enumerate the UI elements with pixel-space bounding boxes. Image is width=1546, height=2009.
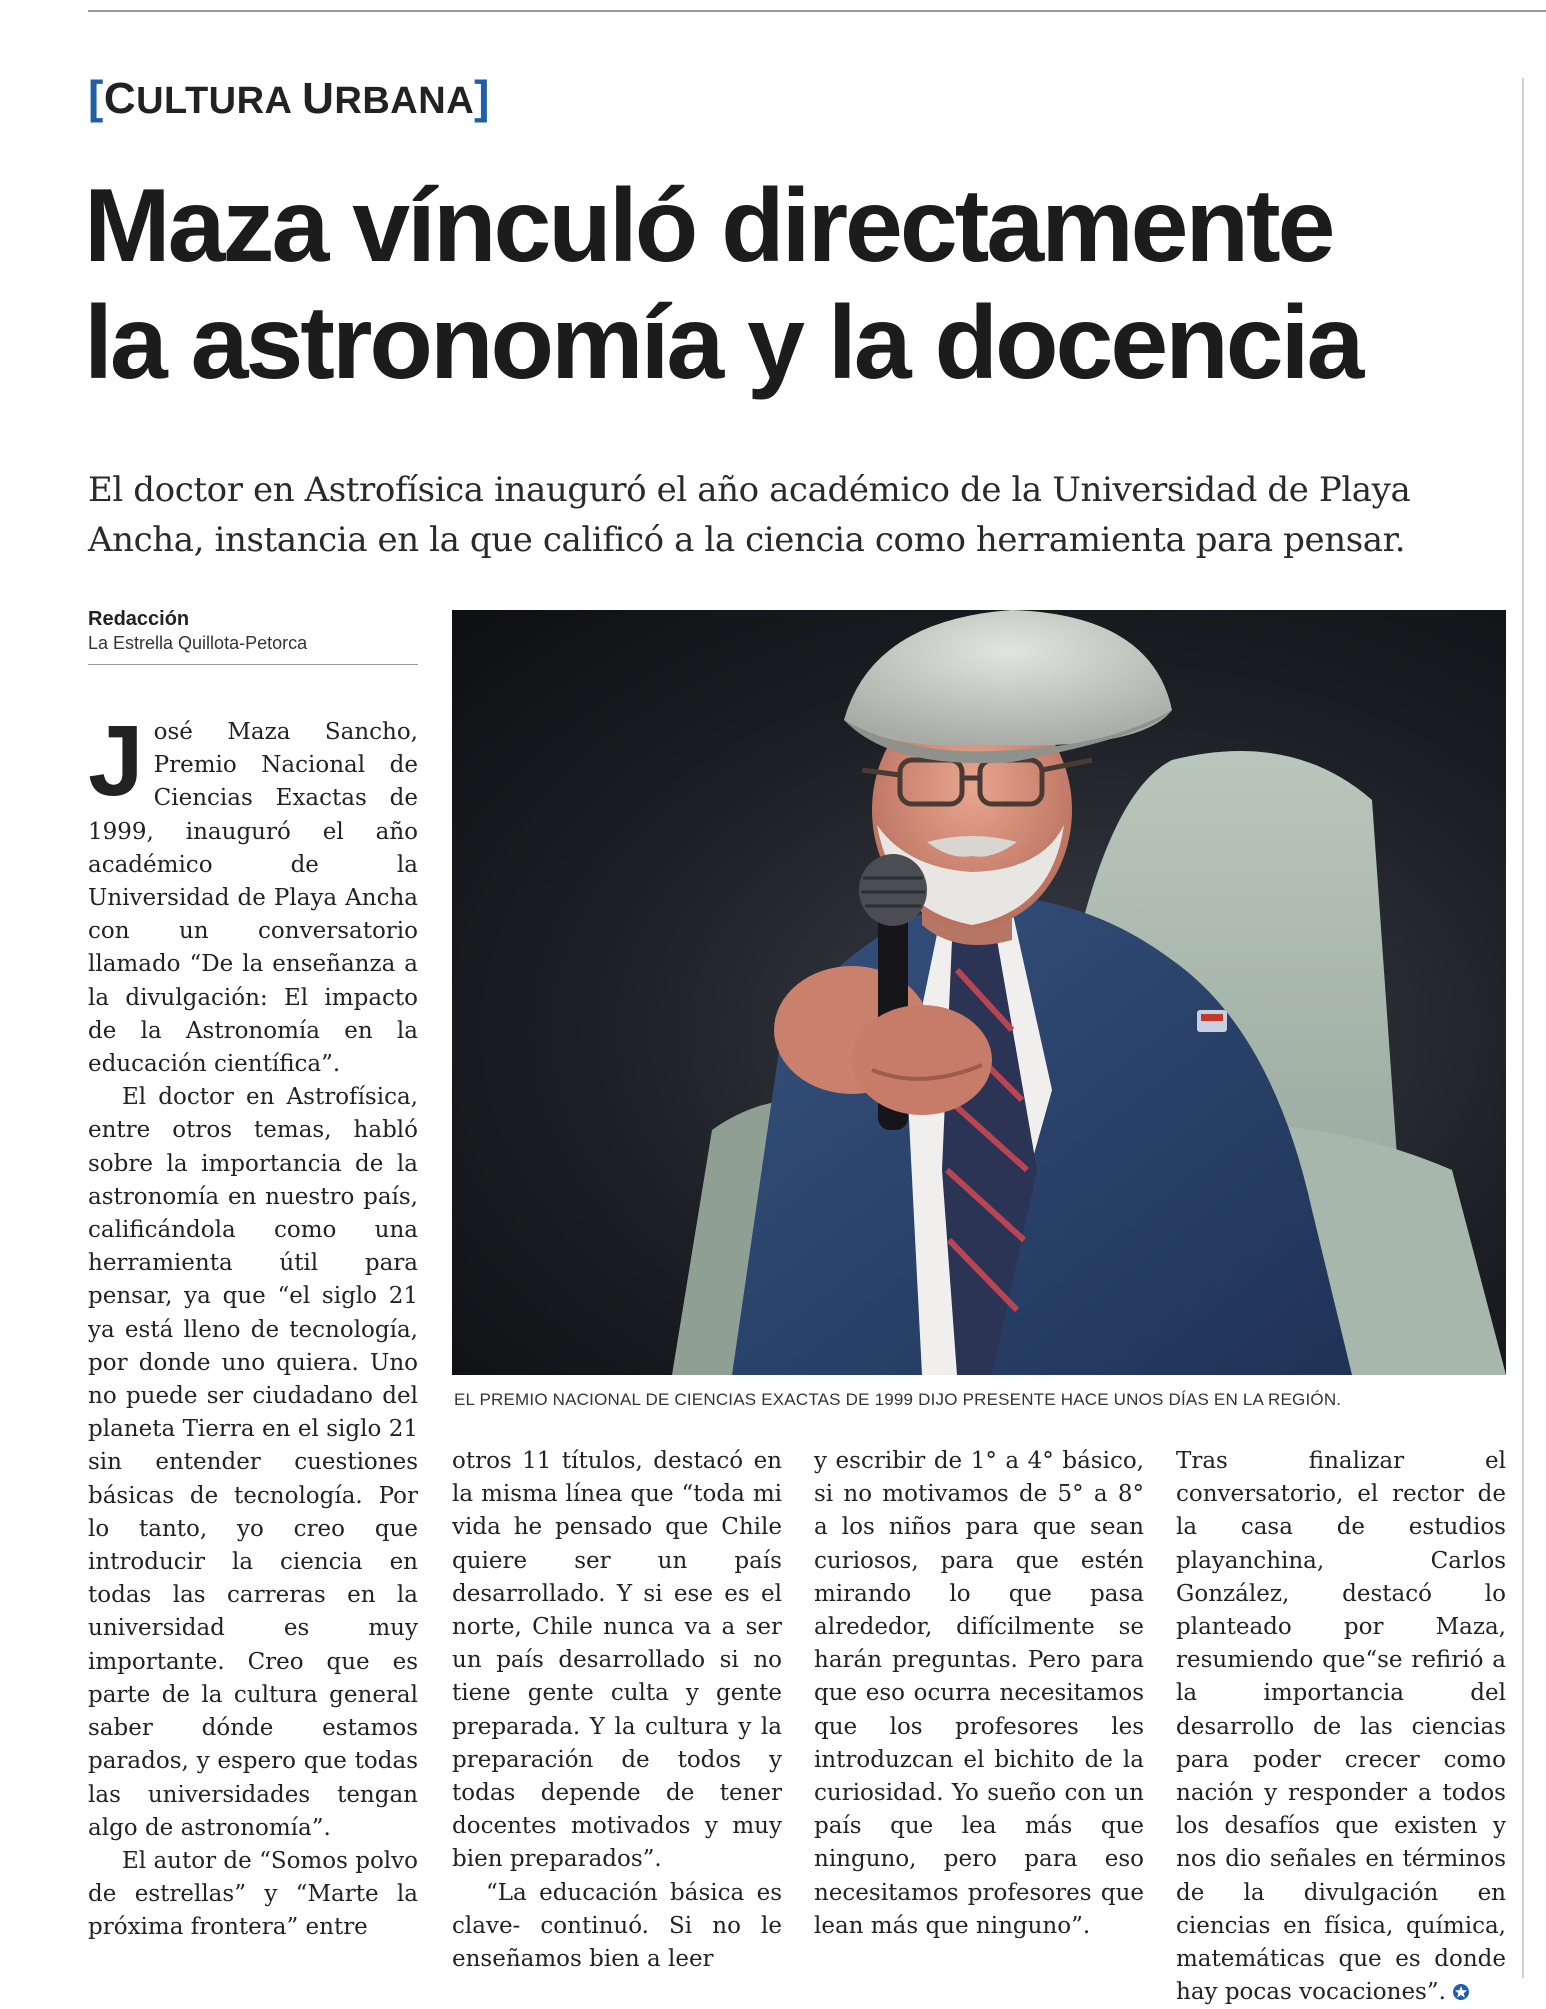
article-photo (452, 610, 1506, 1375)
deck-subheadline: El doctor en Astrofísica inauguró el año académico de la Universidad de Playa Ancha, instancia en la que calificó a la ciencia como herramienta para pensar. (88, 470, 1411, 560)
end-mark-icon (1452, 1983, 1470, 2001)
paragraph-7 (1176, 1445, 1506, 2009)
paragraph-2: El doctor en Astrofísica, entre otros temas, habló sobre la importancia de la astronomía en nuestro país, calificándola como una herramienta útil para pensar, ya que “el siglo 21 ya está lleno de tecnología, por donde uno quiera. Uno no puede ser ciudadano del planeta Tierra en el siglo 21 sin entender cuestiones básicas de tecnología. Por lo tanto, yo creo que introducir la ciencia en todas las carreras en la universidad es muy importante. Creo que es parte de la cultura general saber dónde estamos parados, y espero que todas las universidades tengan algo de astronomía”. (88, 1084, 418, 1841)
byline-author: Redacción (88, 608, 190, 630)
paragraph-3: El autor de “Somos polvo de estrellas” y “Marte la próxima frontera” entre (88, 1847, 418, 1941)
section-bracket-close: ] (474, 71, 490, 123)
paragraph-7-text: Tras finalizar el conversatorio, el rector de la casa de estudios playanchina, Carlos González, destacó lo planteado por Maza, resumiendo que“se refirió a la importancia del desarrollo de las ciencias para poder crecer como nación y responder a todos los desafíos que existen y nos dio señales en términos de la divulgación en ciencias en física, química, matemáticas que es donde hay pocas vocaciones”. (1176, 1448, 1506, 2006)
article-column-4 (1176, 1445, 1506, 2006)
section-bracket-open: [ (88, 71, 104, 123)
article-column-1 (88, 705, 418, 1988)
byline (88, 608, 307, 654)
paragraph-6: y escribir de 1° a 4° básico, si no motivamos de 5° a 8° a los niños para que sean curiosos, para que estén mirando lo que pasa alrededor, difícilmente se harán preguntas. Pero para que eso ocurra necesitamos que los profesores les introduzcan el bichito de la curiosidad. Yo sueño con un país que lea más que ninguno, pero para eso necesitamos profesores que lean más que ninguno”. (814, 1448, 1144, 1939)
section-word-2: RBANA (334, 80, 475, 122)
article-column-3 (814, 1445, 1144, 1985)
section-tag (88, 70, 490, 124)
drop-cap: J (88, 705, 144, 817)
byline-outlet: La Estrella Quillota-Petorca (88, 633, 308, 653)
paragraph-4: otros 11 títulos, destacó en la misma línea que “toda mi vida he pensado que Chile quiere ser un país desarrollado. Y si ese es el norte, Chile nunca va a ser un país desarrollado si no tiene gente culta y gente preparada. Y la cultura y la preparación de todos y todas depende de tener docentes motivados y muy bien preparados”. (452, 1448, 782, 1873)
paragraph-1-text: osé Maza Sancho, Premio Nacional de Ciencias Exactas de 1999, inauguró el año académico de la Universidad de Playa Ancha con un conversatorio llamado “De la enseñanza a la divulgación: El impacto de la Astronomía en la educación científica”. (88, 719, 418, 1078)
article-column-2 (452, 1445, 782, 1985)
byline-rule (88, 664, 418, 665)
headline-line-1: Maza vínculó directamente (84, 168, 1333, 284)
photo-caption: EL PREMIO NACIONAL DE CIENCIAS EXACTAS DE 1999 DIJO PRESENTE HACE UNOS DÍAS EN LA REGIÓN. (454, 1390, 1342, 1409)
paragraph-5: “La educación básica es clave- continuó. Si no le enseñamos bien a leer (452, 1879, 782, 1973)
headline-line-2: la astronomía y la docencia (84, 285, 1362, 401)
headline (84, 168, 1524, 402)
portrait-illustration (452, 610, 1506, 1375)
top-rule (88, 10, 1546, 12)
section-initial-2: U (302, 74, 335, 123)
section-initial-1: C (103, 74, 137, 123)
section-word-1: ULTURA (136, 80, 292, 122)
paragraph-1 (88, 705, 418, 1081)
